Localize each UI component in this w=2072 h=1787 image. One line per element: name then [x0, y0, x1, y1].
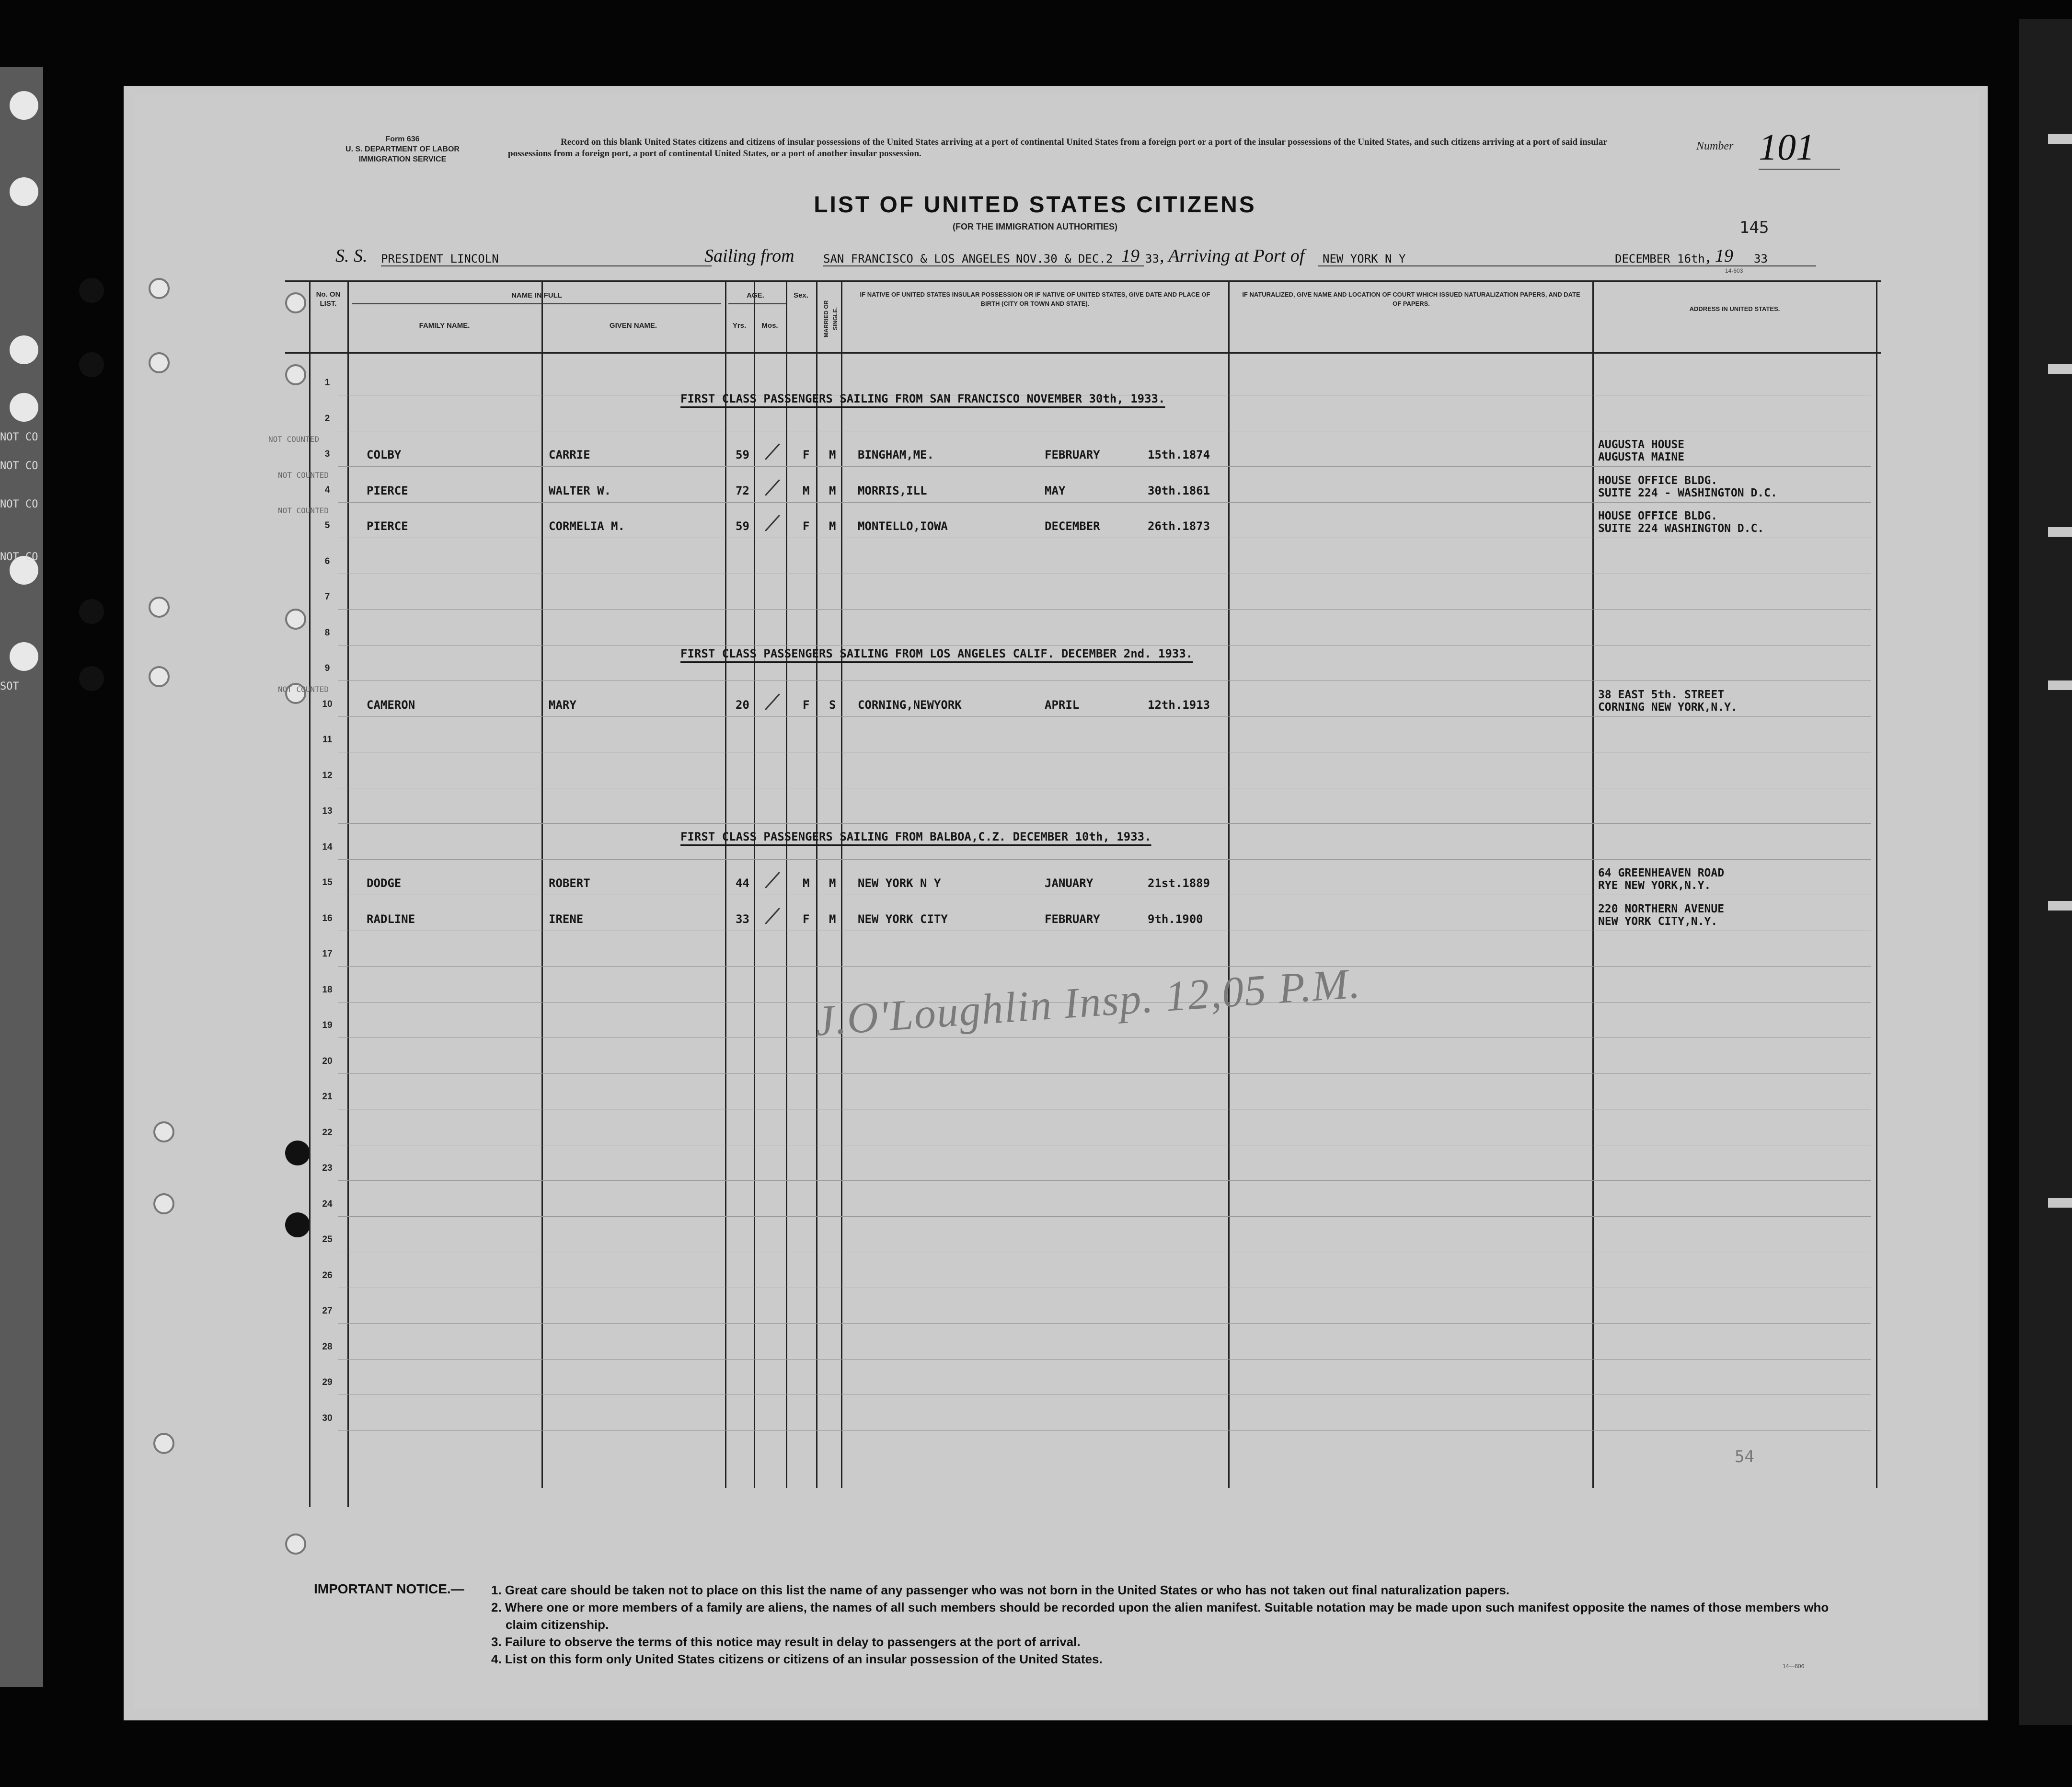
sex-cell: F: [803, 519, 810, 533]
birthplace-cell: BINGHAM,ME.: [858, 448, 934, 461]
family-name-cell: PIERCE: [367, 519, 408, 533]
form-identifier: Form 636 U. S. DEPARTMENT OF LABOR IMMIGRATION SERVICE: [345, 135, 460, 163]
row-number: 9: [324, 663, 330, 673]
address-line: SUITE 224 - WASHINGTON D.C.: [1598, 486, 1777, 499]
row-number: 12: [322, 770, 333, 781]
binder-hole: [153, 1121, 174, 1142]
birthplace-cell: NEW YORK CITY: [858, 912, 948, 926]
margin-text: NOT CO: [0, 431, 38, 443]
notice-item: 1. Great care should be taken not to place on this list the name of any passenger who was not born in the United States or who has not taken out final naturalization papers.: [491, 1583, 1510, 1597]
binder-hole: [79, 352, 104, 377]
marital-status-cell: M: [829, 876, 836, 890]
arrival-year-prefix: , 19: [1706, 246, 1733, 266]
row-number: 5: [324, 520, 330, 530]
stamp-number: 145: [1739, 218, 1769, 237]
marital-status-cell: M: [829, 912, 836, 926]
sailing-label: Sailing from: [704, 246, 794, 266]
birth-month-cell: FEBRUARY: [1045, 912, 1100, 926]
notice-heading: IMPORTANT NOTICE.—: [314, 1581, 464, 1596]
inspector-signature: J.O'Loughlin Insp. 12,05 P.M.: [813, 959, 1362, 1045]
section-heading: FIRST CLASS PASSENGERS SAILING FROM LOS ANGELES CALIF. DECEMBER 2nd. 1933.: [680, 647, 1193, 660]
ship-name: PRESIDENT LINCOLN: [381, 252, 499, 265]
row-number: 3: [324, 449, 330, 459]
age-cell: 59: [736, 519, 749, 533]
sex-cell: M: [803, 876, 810, 890]
binder-hole: [149, 352, 170, 373]
birth-month-cell: JANUARY: [1045, 876, 1094, 890]
number-value: 101: [1759, 126, 1840, 170]
not-counted-note: NOT COUNTED: [278, 684, 329, 694]
binder-edge: [2019, 19, 2072, 1725]
binder-hole: [153, 1193, 174, 1214]
voyage-line: [335, 245, 1840, 269]
page-number: 54: [1735, 1447, 1754, 1466]
row-number: 19: [322, 1020, 333, 1030]
given-name-cell: CARRIE: [549, 448, 590, 461]
row-number: 2: [324, 413, 330, 424]
sex-cell: M: [803, 484, 810, 497]
page-subtitle: (FOR THE IMMIGRATION AUTHORITIES): [953, 222, 1117, 231]
row-number: 28: [322, 1341, 333, 1352]
notice-item: 4. List on this form only United States citizens or citizens of an insular possession of the United States.: [491, 1652, 1103, 1666]
binder-hole: [149, 278, 170, 299]
binder-hole: [79, 666, 104, 691]
family-name-cell: RADLINE: [367, 912, 415, 926]
birthplace-cell: CORNING,NEWYORK: [858, 698, 962, 712]
family-name-cell: CAMERON: [367, 698, 415, 712]
row-number: 7: [324, 592, 330, 602]
notice-item: 3. Failure to observe the terms of this notice may result in delay to passengers at the port of arrival.: [491, 1635, 1081, 1649]
address-line: HOUSE OFFICE BLDG.: [1598, 510, 1718, 522]
row-number: 8: [324, 627, 330, 638]
binder-hole: [149, 597, 170, 618]
birth-day-cell: 9th.1900: [1148, 912, 1203, 926]
birthplace-cell: MORRIS,ILL: [858, 484, 927, 497]
margin-text: NOT CO: [0, 460, 38, 472]
row-number: 20: [322, 1056, 333, 1066]
binder-hole: [79, 278, 104, 303]
given-name-cell: CORMELIA M.: [549, 519, 625, 533]
birth-day-cell: 15th.1874: [1148, 448, 1210, 461]
address-line: 64 GREENHEAVEN ROAD: [1598, 867, 1725, 879]
notice-code: 14—606: [1783, 1663, 1805, 1670]
sex-cell: F: [803, 912, 810, 926]
header-no-on-list: No. ON LIST.: [316, 290, 341, 308]
family-name-cell: PIERCE: [367, 484, 408, 497]
sailing-year: 33: [1145, 252, 1159, 265]
number-label: Number: [1696, 140, 1734, 152]
birth-day-cell: 30th.1861: [1148, 484, 1210, 497]
list-number: [1696, 126, 1815, 168]
not-counted-note: NOT COUNTED: [278, 470, 329, 480]
section-heading: FIRST CLASS PASSENGERS SAILING FROM SAN FRANCISCO NOVEMBER 30th, 1933.: [680, 392, 1165, 405]
header-sex: Sex.: [794, 291, 808, 300]
row-number: 13: [322, 806, 333, 816]
arrival-port: NEW YORK N Y: [1323, 252, 1406, 265]
margin-text: SOT: [0, 680, 19, 692]
row-number: 30: [322, 1413, 333, 1423]
marital-status-cell: S: [829, 698, 836, 712]
header-age: AGE.: [747, 291, 764, 300]
address-line: SUITE 224 WASHINGTON D.C.: [1598, 522, 1764, 535]
row-number: 23: [322, 1163, 333, 1173]
row-number: 27: [322, 1306, 333, 1316]
not-counted-note: NOT COUNTED: [278, 506, 329, 515]
margin-text: NOT CO: [0, 551, 38, 563]
address-line: HOUSE OFFICE BLDG.: [1598, 474, 1718, 487]
binder-hole: [285, 1533, 306, 1555]
header-years: Yrs.: [732, 322, 747, 330]
birth-day-cell: 21st.1889: [1148, 876, 1210, 890]
notice-item: 2. Where one or more members of a family are aliens, the names of all such members should be recorded upon the alien manifest. Suitable notation may be made upon such manifest opposite the names of those members who claim citizenship.: [491, 1600, 1829, 1632]
birth-month-cell: FEBRUARY: [1045, 448, 1100, 461]
row-number: 18: [322, 984, 333, 995]
header-name-in-full: NAME IN FULL: [511, 291, 562, 300]
age-cell: 72: [736, 484, 749, 497]
row-number: 26: [322, 1270, 333, 1280]
given-name-cell: WALTER W.: [549, 484, 611, 497]
birth-month-cell: MAY: [1045, 484, 1066, 497]
header-family-name: FAMILY NAME.: [419, 322, 470, 330]
given-name-cell: ROBERT: [549, 876, 590, 890]
row-number: 10: [322, 699, 333, 709]
row-number: 16: [322, 913, 333, 923]
age-cell: 33: [736, 912, 749, 926]
header-naturalized: IF NATURALIZED, GIVE NAME AND LOCATION OF COURT WHICH ISSUED NATURALIZATION PAPERS, AND DATE OF PAPERS.: [1242, 291, 1580, 307]
marital-status-cell: M: [829, 448, 836, 461]
form-code: 14-603: [1725, 267, 1743, 274]
row-number: 22: [322, 1127, 333, 1138]
birthplace-cell: NEW YORK N Y: [858, 876, 941, 890]
header-birth: IF NATIVE OF UNITED STATES INSULAR POSSESSION OR IF NATIVE OF UNITED STATES, GIVE DATE AND PLACE OF BIRTH (CITY OR TOWN AND STATE).: [860, 291, 1210, 307]
family-name-cell: COLBY: [367, 448, 402, 461]
row-number: 6: [324, 556, 330, 566]
page-title: LIST OF UNITED STATES CITIZENS: [814, 192, 1256, 218]
row-number: 14: [322, 842, 333, 852]
address-line: AUGUSTA MAINE: [1598, 451, 1685, 463]
birth-month-cell: APRIL: [1045, 698, 1080, 712]
adjacent-page-edge: [0, 67, 43, 1687]
marital-status-cell: M: [829, 484, 836, 497]
not-counted-note: NOT COUNTED: [268, 435, 319, 444]
row-number: 1: [324, 378, 330, 388]
arriving-label: , Arriving at Port of: [1160, 246, 1305, 266]
birth-day-cell: 26th.1873: [1148, 519, 1210, 533]
birthplace-cell: MONTELLO,IOWA: [858, 519, 948, 533]
address-line: RYE NEW YORK,N.Y.: [1598, 879, 1711, 892]
address-line: AUGUSTA HOUSE: [1598, 438, 1685, 451]
sex-cell: F: [803, 698, 810, 712]
binder-hole: [149, 666, 170, 687]
birth-day-cell: 12th.1913: [1148, 698, 1210, 712]
manifest-table: [285, 280, 1881, 1507]
sailing-year-prefix: 19: [1121, 246, 1140, 266]
row-number: 15: [322, 877, 333, 888]
header-given-name: GIVEN NAME.: [609, 322, 657, 330]
address-line: 38 EAST 5th. STREET: [1598, 688, 1725, 701]
sailing-dates: NOV.30 & DEC.2: [1016, 252, 1113, 265]
row-number: 4: [324, 484, 330, 495]
header-months: Mos.: [761, 322, 778, 330]
header-address: ADDRESS IN UNITED STATES.: [1689, 305, 1780, 312]
row-number: 29: [322, 1377, 333, 1387]
row-number: 11: [322, 735, 333, 745]
sex-cell: F: [803, 448, 810, 461]
age-cell: 20: [736, 698, 749, 712]
sailing-from: SAN FRANCISCO & LOS ANGELES: [823, 252, 1011, 265]
address-line: NEW YORK CITY,N.Y.: [1598, 915, 1718, 928]
age-cell: 44: [736, 876, 749, 890]
row-number: 21: [322, 1092, 333, 1102]
family-name-cell: DODGE: [367, 876, 402, 890]
margin-text: NOT CO: [0, 498, 38, 510]
ss-label: S. S.: [335, 246, 368, 266]
arrival-date: DECEMBER 16th.: [1615, 252, 1712, 265]
given-name-cell: MARY: [549, 698, 576, 712]
given-name-cell: IRENE: [549, 912, 584, 926]
row-number: 25: [322, 1234, 333, 1245]
marital-status-cell: M: [829, 519, 836, 533]
header-married-single: MARRIED OR SINGLE.: [823, 300, 839, 337]
binder-hole: [153, 1433, 174, 1454]
instructions-text: Record on this blank United States citizens and citizens of insular possessions of the United States arriving at a port of continental United States from a foreign port or a port of the insular possessions of the United States, and such citizens arriving at a port of said insular possessions from a foreign port, a port of continental United States, or a port of another insular possession.: [508, 137, 1607, 159]
row-number: 17: [322, 949, 333, 959]
section-heading: FIRST CLASS PASSENGERS SAILING FROM BALBOA,C.Z. DECEMBER 10th, 1933.: [680, 830, 1151, 843]
arrival-year: 33: [1754, 252, 1768, 265]
birth-month-cell: DECEMBER: [1045, 519, 1100, 533]
binder-hole: [79, 599, 104, 624]
age-cell: 59: [736, 448, 749, 461]
row-number: 24: [322, 1199, 333, 1209]
address-line: 220 NORTHERN AVENUE: [1598, 902, 1725, 915]
address-line: CORNING NEW YORK,N.Y.: [1598, 701, 1738, 714]
